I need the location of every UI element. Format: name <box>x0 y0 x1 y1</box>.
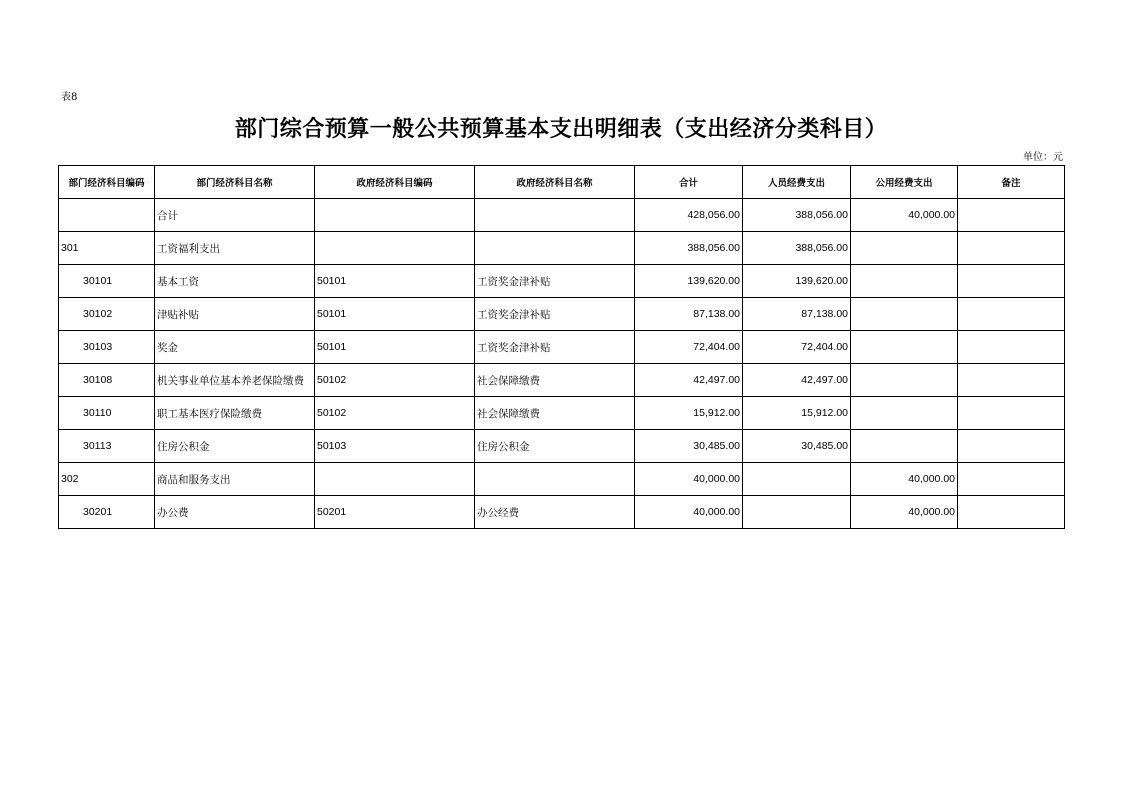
note-cell <box>958 496 1065 529</box>
total-cell: 139,620.00 <box>635 265 743 298</box>
personnel-cell: 388,056.00 <box>743 232 851 265</box>
personnel-cell <box>743 463 851 496</box>
note-cell <box>958 463 1065 496</box>
table-number-label: 表8 <box>61 92 78 103</box>
total-cell: 87,138.00 <box>635 298 743 331</box>
dept-code-cell <box>59 199 155 232</box>
gov-code-cell: 50101 <box>315 298 475 331</box>
gov-code-cell: 50101 <box>315 331 475 364</box>
dept-code-cell: 301 <box>59 232 155 265</box>
total-cell: 40,000.00 <box>635 496 743 529</box>
gov-name-cell: 办公经费 <box>475 496 635 529</box>
dept-name-cell: 奖金 <box>155 331 315 364</box>
table-row <box>59 463 1065 496</box>
gov-name-cell <box>475 199 635 232</box>
dept-name-cell: 住房公积金 <box>155 430 315 463</box>
column-header-note: 备注 <box>958 166 1065 199</box>
dept-name-cell: 职工基本医疗保险缴费 <box>155 397 315 430</box>
dept-name-cell: 机关事业单位基本养老保险缴费 <box>155 364 315 397</box>
gov-name-cell: 工资奖金津补贴 <box>475 265 635 298</box>
public-cell <box>851 298 958 331</box>
public-cell <box>851 232 958 265</box>
dept-name-cell: 商品和服务支出 <box>155 463 315 496</box>
note-cell <box>958 397 1065 430</box>
column-header-total: 合计 <box>635 166 743 199</box>
dept-code-cell: 30101 <box>59 265 155 298</box>
dept-name-cell: 合计 <box>155 199 315 232</box>
page-title: 部门综合预算一般公共预算基本支出明细表（支出经济分类科目） <box>234 116 888 142</box>
personnel-cell: 72,404.00 <box>743 331 851 364</box>
total-cell: 42,497.00 <box>635 364 743 397</box>
table-row <box>59 496 1065 529</box>
column-header-gov-code: 政府经济科目编码 <box>315 166 475 199</box>
gov-code-cell <box>315 463 475 496</box>
table-row <box>59 199 1065 232</box>
note-cell <box>958 265 1065 298</box>
gov-name-cell <box>475 232 635 265</box>
column-header-personnel: 人员经费支出 <box>743 166 851 199</box>
table-row <box>59 364 1065 397</box>
dept-name-cell: 津贴补贴 <box>155 298 315 331</box>
dept-code-cell: 30102 <box>59 298 155 331</box>
public-cell: 40,000.00 <box>851 463 958 496</box>
public-cell <box>851 430 958 463</box>
table-row <box>59 331 1065 364</box>
gov-name-cell: 工资奖金津补贴 <box>475 298 635 331</box>
personnel-cell: 388,056.00 <box>743 199 851 232</box>
column-header-dept-name: 部门经济科目名称 <box>155 166 315 199</box>
dept-code-cell: 30110 <box>59 397 155 430</box>
total-cell: 15,912.00 <box>635 397 743 430</box>
table-row <box>59 232 1065 265</box>
table-row <box>59 265 1065 298</box>
gov-name-cell: 社会保障缴费 <box>475 364 635 397</box>
total-cell: 428,056.00 <box>635 199 743 232</box>
dept-code-cell: 30201 <box>59 496 155 529</box>
dept-code-cell: 302 <box>59 463 155 496</box>
public-cell <box>851 331 958 364</box>
dept-code-cell: 30113 <box>59 430 155 463</box>
gov-name-cell: 社会保障缴费 <box>475 397 635 430</box>
gov-name-cell <box>475 463 635 496</box>
personnel-cell <box>743 496 851 529</box>
total-cell: 40,000.00 <box>635 463 743 496</box>
table-header-row <box>59 166 1065 199</box>
note-cell <box>958 232 1065 265</box>
gov-code-cell <box>315 232 475 265</box>
total-cell: 72,404.00 <box>635 331 743 364</box>
dept-name-cell: 办公费 <box>155 496 315 529</box>
gov-code-cell: 50103 <box>315 430 475 463</box>
table-row <box>59 298 1065 331</box>
personnel-cell: 87,138.00 <box>743 298 851 331</box>
gov-code-cell: 50201 <box>315 496 475 529</box>
total-cell: 30,485.00 <box>635 430 743 463</box>
budget-detail-table <box>58 165 1065 529</box>
total-cell: 388,056.00 <box>635 232 743 265</box>
personnel-cell: 30,485.00 <box>743 430 851 463</box>
column-header-public: 公用经费支出 <box>851 166 958 199</box>
note-cell <box>958 199 1065 232</box>
personnel-cell: 139,620.00 <box>743 265 851 298</box>
gov-name-cell: 工资奖金津补贴 <box>475 331 635 364</box>
dept-name-cell: 工资福利支出 <box>155 232 315 265</box>
note-cell <box>958 364 1065 397</box>
dept-name-cell: 基本工资 <box>155 265 315 298</box>
unit-label: 单位：元 <box>1023 152 1063 163</box>
gov-name-cell: 住房公积金 <box>475 430 635 463</box>
note-cell <box>958 430 1065 463</box>
dept-code-cell: 30108 <box>59 364 155 397</box>
dept-code-cell: 30103 <box>59 331 155 364</box>
public-cell <box>851 265 958 298</box>
public-cell: 40,000.00 <box>851 496 958 529</box>
public-cell: 40,000.00 <box>851 199 958 232</box>
table-row <box>59 397 1065 430</box>
gov-code-cell: 50101 <box>315 265 475 298</box>
personnel-cell: 15,912.00 <box>743 397 851 430</box>
note-cell <box>958 298 1065 331</box>
gov-code-cell <box>315 199 475 232</box>
table-row <box>59 430 1065 463</box>
public-cell <box>851 364 958 397</box>
personnel-cell: 42,497.00 <box>743 364 851 397</box>
note-cell <box>958 331 1065 364</box>
column-header-gov-name: 政府经济科目名称 <box>475 166 635 199</box>
gov-code-cell: 50102 <box>315 397 475 430</box>
public-cell <box>851 397 958 430</box>
column-header-dept-code: 部门经济科目编码 <box>59 166 155 199</box>
gov-code-cell: 50102 <box>315 364 475 397</box>
